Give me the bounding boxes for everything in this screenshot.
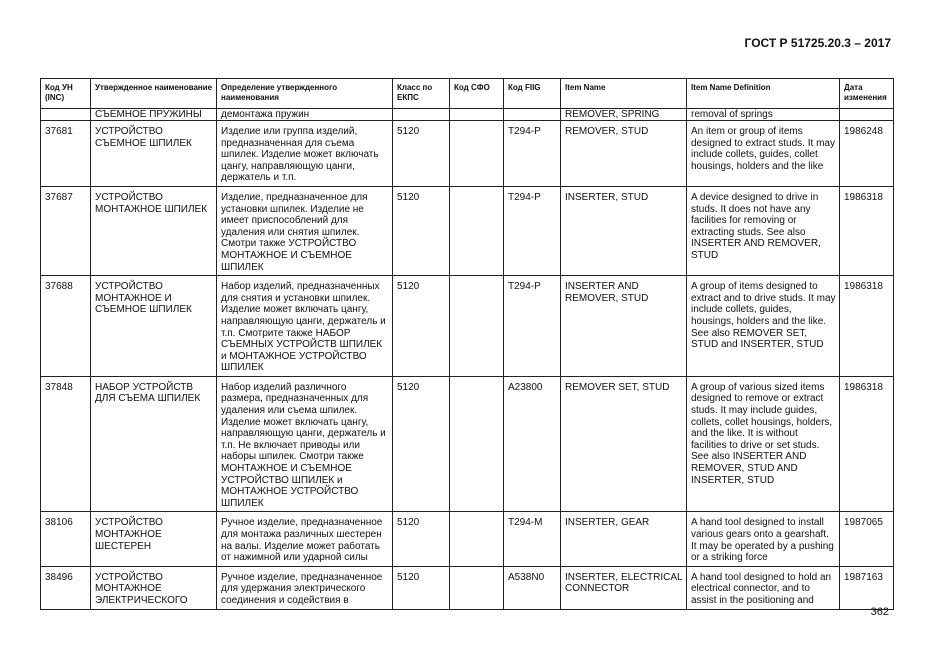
column-header-inc: Код УН (INC) bbox=[41, 79, 91, 109]
cell-approved-name: НАБОР УСТРОЙСТВ ДЛЯ СЪЕМА ШПИЛЕК bbox=[91, 376, 217, 512]
cell-date: 1986318 bbox=[840, 376, 894, 512]
cell-definition: Изделие, предназначенное для установки шпилек. Изделие не имеет приспособлений для удаления или снятия шпилек. Смотри также УСТРОЙСТВО МОНТАЖНОЕ И СЪЕМНОЕ ШПИЛЕК bbox=[217, 186, 393, 275]
cell-sfo bbox=[450, 376, 504, 512]
cell-approved-name: УСТРОЙСТВО МОНТАЖНОЕ ШЕСТЕРЕН bbox=[91, 512, 217, 566]
table-row bbox=[41, 186, 894, 275]
column-header-definition: Определение утвержденного наименования bbox=[217, 79, 393, 109]
cell-approved-name: УСТРОЙСТВО МОНТАЖНОЕ ЭЛЕКТРИЧЕСКОГО bbox=[91, 566, 217, 609]
cell-fiig: T294-P bbox=[504, 186, 561, 275]
cell-fiig: T294-M bbox=[504, 512, 561, 566]
table-row bbox=[41, 566, 894, 609]
cell-sfo bbox=[450, 512, 504, 566]
document-header: ГОСТ Р 51725.20.3 – 2017 bbox=[744, 36, 891, 50]
cell-class: 5120 bbox=[393, 121, 450, 187]
cell-inc: 38106 bbox=[41, 512, 91, 566]
column-header-class: Класс по ЕКПС bbox=[393, 79, 450, 109]
cell-fiig: A538N0 bbox=[504, 566, 561, 609]
cell-item-definition: A group of items designed to extract and to drive studs. It may include collets, guides, housings, holders and the like. See also REMOVER SET, STUD and INSERTER, STUD bbox=[687, 276, 840, 377]
cell-definition: Ручное изделие, предназначенное для удержания электрического соединения и содействия в bbox=[217, 566, 393, 609]
cell-sfo bbox=[450, 186, 504, 275]
cell-definition: Набор изделий, предназначенных для снятия и установки шпилек. Изделие может включать цангу, направляющую цанги, держатель и т.п. Смотрите также НАБОР СЪЕМНЫХ УСТРОЙСТВ ШПИЛЕК и МОНТАЖНОЕ УСТРОЙСТВО ШПИЛЕК bbox=[217, 276, 393, 377]
cell-definition: Изделие или группа изделий, предназначенная для съема шпилек. Изделие может включать цангу, направляющую цанги, держатель и т.п. bbox=[217, 121, 393, 187]
table-row bbox=[41, 512, 894, 566]
table-header-row bbox=[41, 79, 894, 109]
cell-class: 5120 bbox=[393, 566, 450, 609]
cell-inc: 38496 bbox=[41, 566, 91, 609]
cell-definition: демонтажа пружин bbox=[217, 109, 393, 121]
cell-class bbox=[393, 109, 450, 121]
cell-item-name: INSERTER, STUD bbox=[561, 186, 687, 275]
cell-class: 5120 bbox=[393, 186, 450, 275]
cell-item-definition: A hand tool designed to install various gears onto a gearshaft. It may be operated by a pushing or a striking force bbox=[687, 512, 840, 566]
cell-sfo bbox=[450, 566, 504, 609]
cell-item-name: INSERTER AND REMOVER, STUD bbox=[561, 276, 687, 377]
cell-approved-name: УСТРОЙСТВО СЪЕМНОЕ ШПИЛЕК bbox=[91, 121, 217, 187]
cell-item-definition: A group of various sized items designed to remove or extract studs. It may include guides, collets, collet housings, holders, and the like. It is without facilities to drive or set studs. See also INSERTER AND REMOVER, STUD AND INSERTER, STUD bbox=[687, 376, 840, 512]
column-header-item-definition: Item Name Definition bbox=[687, 79, 840, 109]
cell-inc: 37688 bbox=[41, 276, 91, 377]
column-header-approved-name: Утвержденное наименование bbox=[91, 79, 217, 109]
column-header-item-name: Item Name bbox=[561, 79, 687, 109]
cell-sfo bbox=[450, 109, 504, 121]
cell-inc: 37687 bbox=[41, 186, 91, 275]
cell-item-definition: A device designed to drive in studs. It does not have any facilities for removing or extracting studs. See also INSERTER AND REMOVER, STUD bbox=[687, 186, 840, 275]
cell-inc bbox=[41, 109, 91, 121]
cell-item-name: REMOVER, SPRING bbox=[561, 109, 687, 121]
cell-fiig bbox=[504, 109, 561, 121]
cell-class: 5120 bbox=[393, 276, 450, 377]
cell-definition: Ручное изделие, предназначенное для монтажа различных шестерен на валы. Изделие может работать от нажимной или ударной силы bbox=[217, 512, 393, 566]
column-header-fiig: Код FIIG bbox=[504, 79, 561, 109]
cell-inc: 37848 bbox=[41, 376, 91, 512]
cell-date: 1986318 bbox=[840, 186, 894, 275]
page-number: 362 bbox=[870, 606, 889, 618]
cell-fiig: T294-P bbox=[504, 121, 561, 187]
cell-sfo bbox=[450, 276, 504, 377]
cell-item-definition: A hand tool designed to hold an electrical connector, and to assist in the positioning and bbox=[687, 566, 840, 609]
column-header-date: Дата изменения bbox=[840, 79, 894, 109]
cell-date: 1986248 bbox=[840, 121, 894, 187]
cell-class: 5120 bbox=[393, 376, 450, 512]
cell-inc: 37681 bbox=[41, 121, 91, 187]
table-row bbox=[41, 376, 894, 512]
cell-item-name: INSERTER, ELECTRICAL CONNECTOR bbox=[561, 566, 687, 609]
cell-class: 5120 bbox=[393, 512, 450, 566]
cell-approved-name: СЪЕМНОЕ ПРУЖИНЫ bbox=[91, 109, 217, 121]
catalog-table bbox=[40, 78, 894, 610]
cell-date: 1987163 bbox=[840, 566, 894, 609]
cell-item-definition: An item or group of items designed to extract studs. It may include collets, guides, collet housings, holders and the like bbox=[687, 121, 840, 187]
cell-item-definition: removal of springs bbox=[687, 109, 840, 121]
cell-item-name: INSERTER, GEAR bbox=[561, 512, 687, 566]
cell-definition: Набор изделий различного размера, предназначенных для удаления или съема шпилек. Изделие может включать цангу, направляющую цанги, держатель и т.п. Не включает приводы или наборы шпилек. Смотри также МОНТАЖНОЕ И СЪЕМНОЕ УСТРОЙСТВО ШПИЛЕК и МОНТАЖНОЕ УСТРОЙСТВО ШПИЛЕК bbox=[217, 376, 393, 512]
cell-approved-name: УСТРОЙСТВО МОНТАЖНОЕ И СЪЕМНОЕ ШПИЛЕК bbox=[91, 276, 217, 377]
table-row bbox=[41, 109, 894, 121]
table-row bbox=[41, 121, 894, 187]
cell-date: 1987065 bbox=[840, 512, 894, 566]
cell-approved-name: УСТРОЙСТВО МОНТАЖНОЕ ШПИЛЕК bbox=[91, 186, 217, 275]
cell-fiig: A23800 bbox=[504, 376, 561, 512]
cell-fiig: T294-P bbox=[504, 276, 561, 377]
cell-item-name: REMOVER SET, STUD bbox=[561, 376, 687, 512]
cell-date: 1986318 bbox=[840, 276, 894, 377]
cell-date bbox=[840, 109, 894, 121]
cell-sfo bbox=[450, 121, 504, 187]
column-header-sfo: Код СФО bbox=[450, 79, 504, 109]
table-row bbox=[41, 276, 894, 377]
cell-item-name: REMOVER, STUD bbox=[561, 121, 687, 187]
